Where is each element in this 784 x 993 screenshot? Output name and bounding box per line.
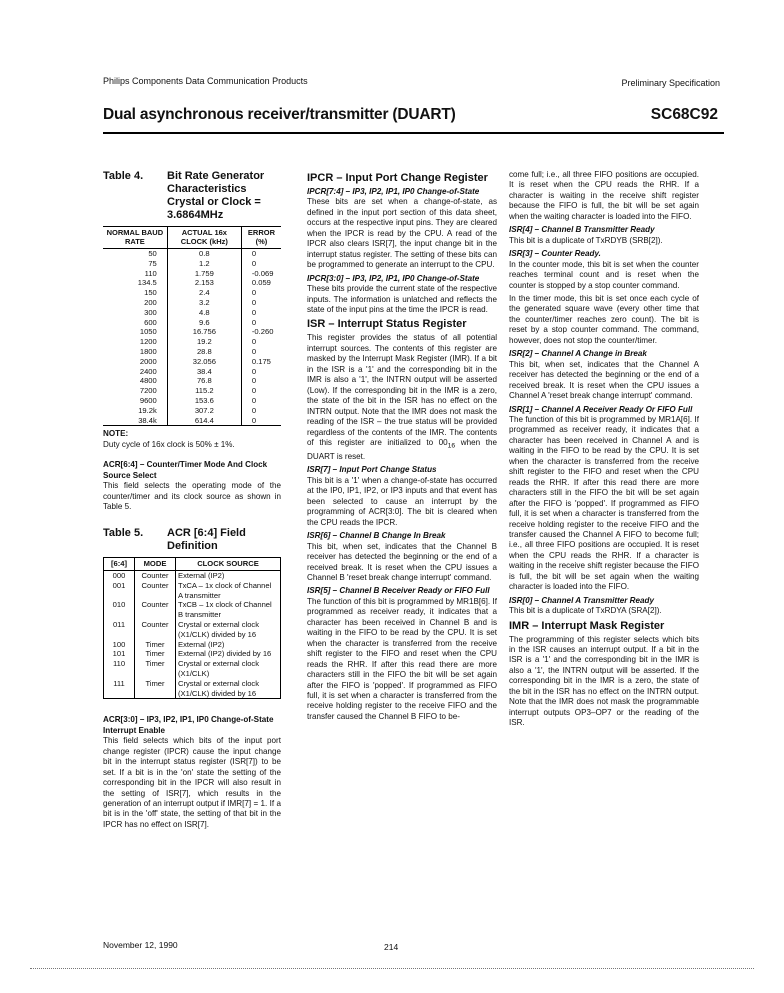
baud-rate-cell: 2000 [139,356,157,366]
clock-cell: 4.8 [167,308,241,318]
baud-rate-cell: 150 [144,288,157,298]
isr3-heading: ISR[3] – Counter Ready. [509,249,601,259]
table4-row [103,288,281,298]
acr-field-table [103,557,281,700]
clock-cell: 9.6 [167,318,241,328]
imr-text: The programming of this register selects which bits in the ISR causes an interrupt output. If a bit in the ISR is a '1' and the corresponding bit in the IMR is also a '1', the INTRN output will be asserted. If the corresponding bit in the IMR is a zero, the state of the bit in the ISR has no effect on the INTRN output. Note that the IMR does not mask the programmable interrupt outputs OP3–OP7 or the reading of the ISR. [509,634,699,728]
page-title: Dual asynchronous receiver/transmitter (DUART) [103,106,456,123]
error-cell: 0 [241,416,281,426]
isr0-heading: ISR[0] – Channel A Transmitter Ready [509,595,654,605]
isr5-continued-text: come full; i.e., all three FIFO positions are occupied. It is reset when the CPU reads the RHR. If a character is waiting in the receive shift register because the FIFO is full, the bit will be set again when the waiting character is loaded into the FIFO. [509,170,699,221]
error-cell: 0 [241,337,281,347]
table5-row [104,620,281,640]
baud-rate-cell: 1200 [139,337,157,347]
clock-cell: 19.2 [167,337,241,347]
isr-text-end: when the DUART is reset. [307,437,497,462]
error-cell: 0 [241,386,281,396]
clock-cell: 0.8 [167,249,241,259]
bits-cell: 000 [104,570,135,580]
table4-row [103,278,281,288]
clock-source-cell: External (IP2) [176,640,281,650]
table4-row [103,347,281,357]
table4-row [103,327,281,337]
table4-row [103,249,281,259]
clock-source-cell: TxCB – 1x clock of Channel B transmitter [176,600,281,620]
table5-row [104,659,281,679]
clock-source-cell: External (IP2) [176,570,281,580]
table5-row [104,679,281,699]
mode-cell: Timer [135,659,176,679]
ipcr30-heading: IPCR[3:0] – IP3, IP2, IP1, IP0 Change-of-State [307,273,480,283]
isr0-text: This bit is a duplicate of TxRDYA (SRA[2]). [509,606,662,616]
mode-cell: Counter [135,620,176,640]
scan-edge-dots [30,968,754,969]
clock-source-cell: Crystal or external clock (X1/CLK) divided by 16 [176,620,281,640]
part-number: SC68C92 [650,106,718,123]
baud-rate-cell: 50 [148,249,157,258]
error-cell: 0 [241,318,281,328]
baud-rate-cell: 19.2k [138,405,157,415]
column-3 [509,170,699,732]
isr7-text: This bit is a '1' when a change-of-state has occurred at the IP0, IP1, IP2, or IP3 inputs and that event has been selected to cause an interrupt by the programming of ACR[3:0]. The bit is cleared when the CPU reads the IPCR. [307,475,497,527]
column-2 [307,170,497,725]
table4-row [103,259,281,269]
baud-rate-cell: 9600 [139,395,157,405]
mode-cell: Timer [135,649,176,659]
column-1 [103,170,281,833]
table5-header: [6:4] [104,557,135,570]
clock-cell: 16.756 [167,327,241,337]
table4-row [103,308,281,318]
error-cell: -0.260 [241,327,281,337]
mode-cell: Timer [135,679,176,699]
baud-rate-cell: 200 [144,297,157,307]
table5-row [104,640,281,650]
clock-cell: 1.2 [167,259,241,269]
table4-row [103,269,281,279]
clock-source-cell: TxCA – 1x clock of Channel A transmitter [176,581,281,601]
table4-caption [103,170,281,222]
table4-row [103,298,281,308]
table4-note-text: Duty cycle of 16x clock is 50% ± 1%. [103,439,235,449]
isr6-heading: ISR[6] – Channel B Change In Break [307,531,446,541]
bit-rate-table [103,226,281,426]
table4-row [103,337,281,347]
table4-header: NORMAL BAUD RATE [103,227,167,249]
error-cell: 0 [241,376,281,386]
table4-row [103,396,281,406]
bits-cell: 010 [104,600,135,620]
table4-row [103,406,281,416]
bits-cell: 011 [104,620,135,640]
clock-cell: 3.2 [167,298,241,308]
table4-header: ACTUAL 16x CLOCK (kHz) [167,227,241,249]
error-cell: 0 [241,249,281,259]
baud-rate-cell: 110 [144,268,157,278]
error-cell: 0 [241,396,281,406]
table4-note-label: NOTE: [103,429,129,439]
error-cell: 0 [241,406,281,416]
clock-source-cell: Crystal or external clock (X1/CLK) divided by 16 [176,679,281,699]
ipcr74-text: These bits are set when a change-of-state, as defined in the input port section of this data sheet, occurs at the respective input pins. They are cleared when the IPCR is read by the CPU. A read of the IPCR also clears ISR[7], the input change bit in the interrupt status register. The setting of these bits can be programmed to generate an interrupt to the CPU. [307,197,497,270]
header-company: Philips Components Data Communication Products [103,76,308,86]
table5-body [104,570,281,698]
isr4-heading: ISR[4] – Channel B Transmitter Ready [509,225,655,235]
isr-text [307,333,497,462]
bits-cell: 101 [104,649,135,659]
mode-cell: Timer [135,640,176,650]
error-cell: 0 [241,298,281,308]
table5-row [104,570,281,580]
table4-title: Bit Rate Generator Characteristics Crystal or Clock = 3.6864MHz [167,170,265,221]
error-cell: 0.059 [241,278,281,288]
table5-header: CLOCK SOURCE [176,557,281,570]
acr30-text: This field selects which bits of the input port change register (IPCR) cause the input change bit in the interrupt status register (ISR[7]) to be set. If a bit is in the 'on' state the setting of the corresponding bit in the IPCR will also result in the setting of ISR[7], which results in the generation of an interrupt output if IMR[7] = 1. If a bit is in the 'off' state, the setting of that bit in the IPCR has no effect on ISR[7]. [103,736,281,829]
ipcr74-heading: IPCR[7:4] – IP3, IP2, IP1, IP0 Change-of-State [307,187,480,196]
clock-source-cell: External (IP2) divided by 16 [176,649,281,659]
table5-label: Table 5. [103,526,144,539]
table5-caption [103,527,281,553]
table4-row [103,386,281,396]
table4-row [103,318,281,328]
baud-rate-cell: 1800 [139,346,157,356]
baud-rate-cell: 7200 [139,386,157,396]
bits-cell: 001 [104,581,135,601]
acr64-heading: ACR[6:4] – Counter/Timer Mode And Clock Source Select [103,460,268,480]
isr7-heading: ISR[7] – Input Port Change Status [307,465,437,475]
error-cell: 0 [241,259,281,269]
clock-source-cell: Crystal or external clock (X1/CLK) [176,659,281,679]
clock-cell: 307.2 [167,406,241,416]
isr6-text: This bit, when set, indicates that the Channel B receiver has detected the beginning or the end of a received break. It is reset when the CPU issues a Channel B 'reset break change interrupt' command. [307,541,497,583]
bits-cell: 100 [104,640,135,650]
footer-date: November 12, 1990 [103,940,178,950]
mode-cell: Counter [135,581,176,601]
isr-heading: ISR – Interrupt Status Register [307,318,467,331]
table4-header: ERROR (%) [241,227,281,249]
isr5-text: The function of this bit is programmed by MR1B[6]. If programmed as receiver ready, it indicates that a character has been received in Channel B and is waiting in the FIFO to be read by the CPU. It is set when the character is transferred from the receive shift register to the FIFO and reset when the CPU reads the RHR. If after this read there are more characters still in the FIFO the bit will be set again after the FIFO is 'popped'. If programmed as FIFO full, it is set when a character is transferred from the receive holding register to the receive FIFO and the transfer caused the Channel B FIFO to be- [307,596,497,721]
baud-rate-cell: 600 [144,317,157,327]
isr3-text-timer: In the timer mode, this bit is set once each cycle of the generated square wave (every other time that the counter/timer reaches zero count). The bit is reset by a stop counter command. The command, however, does not stop the counter/timer. [509,293,699,345]
isr3-text-counter: In the counter mode, this bit is set when the counter reaches terminal count and is reset when the counter is stopped by a stop counter command. [509,259,699,290]
isr-text-sub: 16 [447,442,456,450]
bits-cell: 111 [104,679,135,699]
table4-row [103,357,281,367]
table5-header: MODE [135,557,176,570]
baud-rate-cell: 2400 [139,366,157,376]
mode-cell: Counter [135,570,176,580]
table4-row [103,367,281,377]
clock-cell: 1.759 [167,269,241,279]
isr1-heading: ISR[1] – Channel A Receiver Ready Or FIFO Full [509,404,693,414]
ipcr-heading: IPCR – Input Port Change Register [307,172,488,184]
clock-cell: 28.8 [167,347,241,357]
clock-cell: 32.056 [167,357,241,367]
error-cell: 0 [241,347,281,357]
mode-cell: Counter [135,600,176,620]
header-spec-status: Preliminary Specification [621,78,720,88]
isr4-text: This bit is a duplicate of TxRDYB (SRB[2]). [509,235,663,245]
isr2-heading: ISR[2] – Channel A Change in Break [509,349,647,359]
clock-cell: 115.2 [167,386,241,396]
baud-rate-cell: 300 [144,307,157,317]
error-cell: 0 [241,367,281,377]
clock-cell: 614.4 [167,416,241,426]
isr2-text: This bit, when set, indicates that the Channel A receiver has detected the beginning or the end of a received break. It is reset when the CPU issues a Channel A 'reset break change interrupt' command. [509,359,699,401]
table5-row [104,649,281,659]
table5-title: ACR [6:4] Field Definition [167,526,246,552]
table4-label: Table 4. [103,170,144,182]
isr1-text: The function of this bit is programmed by MR1A[6]. If programmed as receiver ready, it indicates that a character has been received in Channel A and is waiting in the FIFO to be read by the CPU. It is set when the character is transferred from the receive shift register to the FIFO and reset when the CPU reads the RHR. If after this read there are more characters still in the FIFO the bit will be set again after the FIFO is 'popped'. If programmed as FIFO full, it is set when a character is transferred from the receive holding register to the receive FIFO and the transfer caused the Channel A FIFO to become full; i.e., all three FIFO positions are occupied. It is reset when the CPU reads the RHR. If a character is waiting in the receive shift register because the FIFO is full, the bit will be set again when the waiting character is loaded into the FIFO. [509,414,699,592]
error-cell: -0.069 [241,269,281,279]
clock-cell: 2.4 [167,288,241,298]
error-cell: 0.175 [241,357,281,367]
header-rule [103,132,724,134]
ipcr30-text: These bits provide the current state of the respective inputs. The information is unlatched and reflects the state of the input pins at the time the IPCR is read. [307,284,497,314]
acr30-heading: ACR[3:0] – IP3, IP2, IP1, IP0 Change-of-State Interrupt Enable [103,715,274,735]
baud-rate-cell: 75 [148,258,157,268]
clock-cell: 153.6 [167,396,241,406]
baud-rate-cell: 38.4k [103,416,167,426]
table4-row [103,376,281,386]
table4-row [103,416,281,426]
error-cell: 0 [241,288,281,298]
table4-body [103,249,281,426]
acr64-text: This field selects the operating mode of the counter/timer and its clock source as shown in Table 5. [103,481,281,512]
clock-cell: 76.8 [167,376,241,386]
clock-cell: 2.153 [167,278,241,288]
imr-heading: IMR – Interrupt Mask Register [509,619,665,632]
error-cell: 0 [241,308,281,318]
bits-cell: 110 [104,659,135,679]
isr-text-main: This register provides the status of all potential interrupt sources. The contents of this register are masked by the Interrupt Mask Register (IMR). If a bit in the ISR is a '1' and the corresponding bit in the IMR is also a '1', the INTRN output will be asserted (Low). If the corresponding bit in the IMR is a zero, the state of the bit in the ISR has no effect on the INTRN output. Note that the IMR does not mask the reading of the ISR – the true status will be provided regardless of the contents of the IMR. The contents of this register are initialized to 00 [307,333,497,447]
clock-cell: 38.4 [167,367,241,377]
table5-row [104,600,281,620]
page-number: 214 [384,942,399,952]
baud-rate-cell: 134.5 [137,278,157,288]
baud-rate-cell: 4800 [139,376,157,386]
isr5-heading: ISR[5] – Channel B Receiver Ready or FIFO Full [307,586,490,596]
baud-rate-cell: 1050 [139,327,157,337]
table5-row [104,581,281,601]
